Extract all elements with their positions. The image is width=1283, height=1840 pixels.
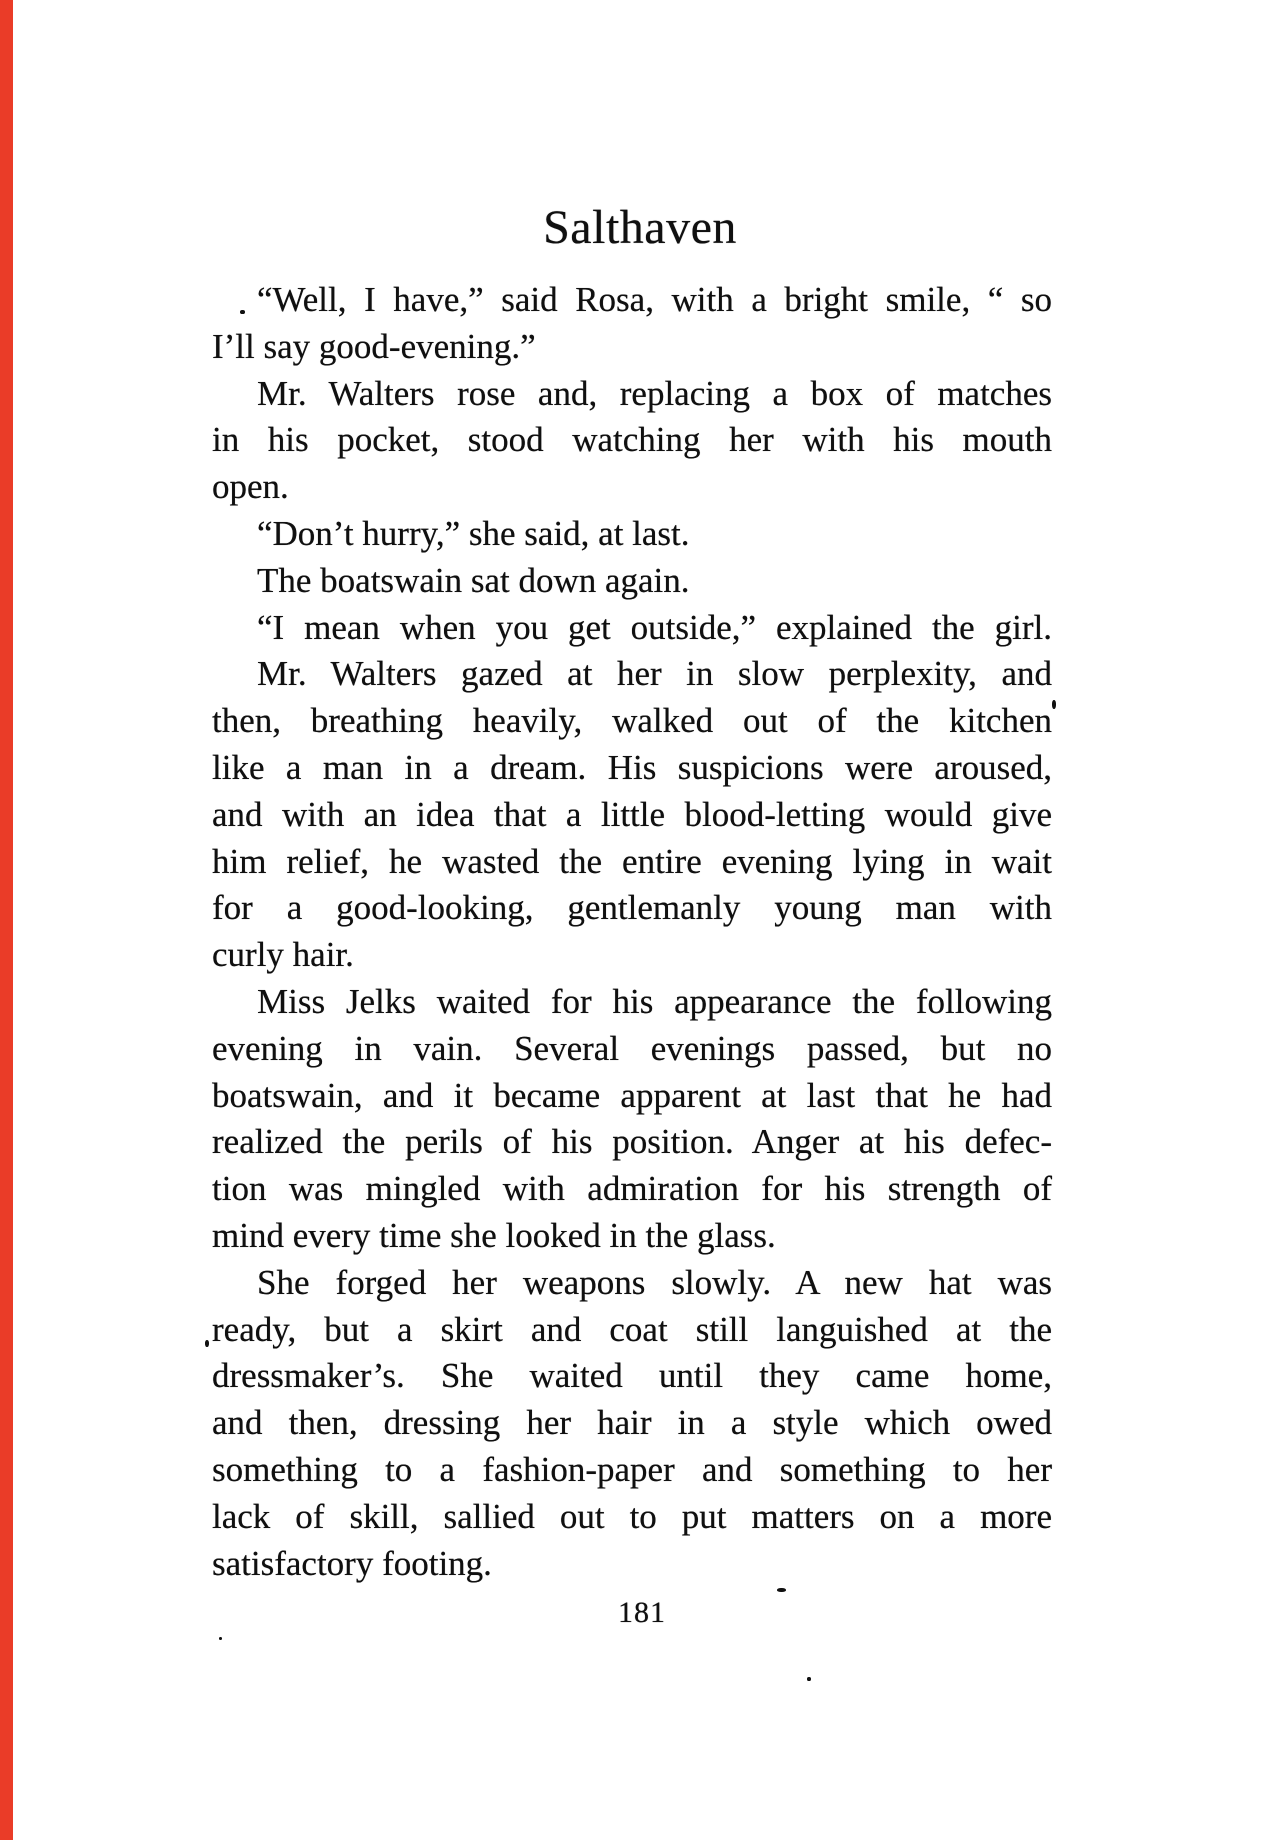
red-spine-stripe [0, 0, 13, 1840]
page-title: Salthaven [543, 201, 737, 254]
text-line: realized the perils of his position. Anger at his defec- [212, 1122, 1052, 1162]
body-text [212, 277, 1052, 1587]
text-line: like a man in a dream. His suspicions were aroused, [212, 747, 1052, 787]
text-line: “Don’t hurry,” she said, at last. [257, 513, 690, 553]
text-line: tion was mingled with admiration for his strength of [212, 1169, 1052, 1209]
comma-speck [205, 1340, 209, 1347]
text-line: Mr. Walters gazed at her in slow perplexity, and [257, 654, 1052, 694]
tick-speck [1052, 700, 1056, 709]
text-line: dressmaker’s. She waited until they came home, [212, 1356, 1052, 1396]
page-number: 181 [618, 1596, 666, 1629]
text-line: She forged her weapons slowly. A new hat was [257, 1262, 1052, 1302]
text-line: evening in vain. Several evenings passed, but no [212, 1028, 1052, 1068]
text-line: then, breathing heavily, walked out of the kitchen [212, 701, 1052, 741]
text-line: Miss Jelks waited for his appearance the following [257, 981, 1052, 1021]
dot-speck [807, 1677, 811, 1681]
text-line: him relief, he wasted the entire evening lying in wait [212, 841, 1052, 881]
text-line: in his pocket, stood watching her with his mouth [212, 420, 1052, 460]
text-line: I’ll say good-evening.” [212, 326, 536, 366]
text-line: The boatswain sat down again. [257, 560, 690, 600]
text-line: “I mean when you get outside,” explained the girl. [257, 607, 1052, 647]
text-line: mind every time she looked in the glass. [212, 1215, 776, 1255]
text-line: and then, dressing her hair in a style which owed [212, 1403, 1052, 1443]
text-line: Mr. Walters rose and, replacing a box of matches [257, 373, 1052, 413]
text-line: and with an idea that a little blood-letting would give [212, 794, 1052, 834]
text-line: boatswain, and it became apparent at last that he had [212, 1075, 1052, 1115]
text-line: curly hair. [212, 935, 354, 975]
text-line: ready, but a skirt and coat still languished at the [212, 1309, 1052, 1349]
text-line: something to a fashion-paper and something to her [212, 1449, 1052, 1489]
text-line: for a good-looking, gentlemanly young man with [212, 888, 1052, 928]
text-line: lack of skill, sallied out to put matters on a more [212, 1496, 1052, 1536]
text-line: “Well, I have,” said Rosa, with a bright smile, “ so [257, 280, 1052, 319]
dot-speck [240, 310, 245, 314]
text-line: open. [212, 467, 289, 507]
dash-speck [777, 1588, 786, 1592]
text-line: satisfactory footing. [212, 1543, 492, 1583]
dot-speck [219, 1637, 222, 1640]
